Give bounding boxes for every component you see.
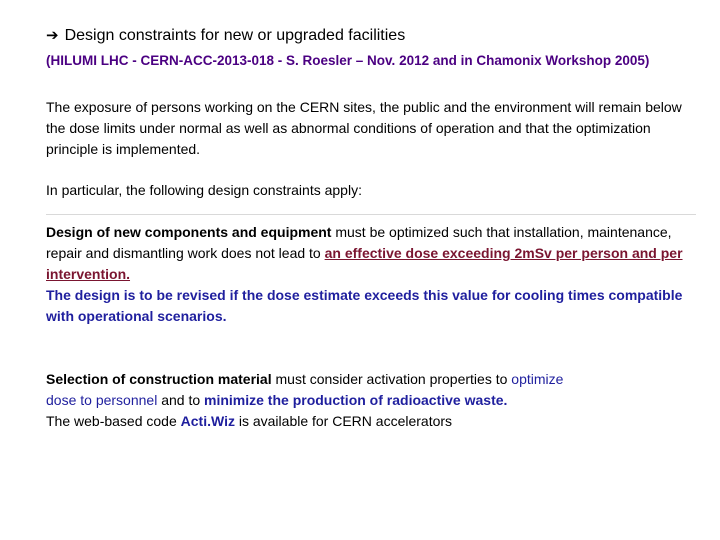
material-body1: must consider activation properties to: [271, 371, 512, 387]
code-name: Acti.Wiz: [180, 413, 235, 429]
right-arrow-icon: ➔: [46, 26, 59, 44]
title-text: Design constraints for new or upgraded facilities: [64, 27, 406, 44]
revise-text: The design is to be revised if the dose estimate exceeds this value for cooling times compatible with operational scenarios.: [46, 287, 683, 324]
paragraph-particular: In particular, the following design constraints apply:: [46, 182, 362, 198]
design-constraint-paragraph: [46, 222, 696, 327]
divider: [46, 214, 696, 215]
paragraph-exposure: The exposure of persons working on the CERN sites, the public and the environment will remain below the dose limits under normal as well as abnormal conditions of operation and that the optimization principle is implemented.: [46, 99, 682, 157]
minimize-text: minimize the production of radioactive waste.: [204, 392, 508, 408]
design-lead: Design of new components and equipment: [46, 224, 332, 240]
slide-content: [46, 24, 696, 432]
material-constraint-paragraph: [46, 369, 696, 432]
optimize-rest: dose to personnel: [46, 392, 158, 408]
slide-title: [46, 24, 696, 47]
design-body: must be optimized such that installation, maintenance, repair and dismantling work does not lead to: [46, 224, 672, 261]
web-text-after: is available for CERN accelerators: [234, 413, 453, 429]
material-body2: and to: [157, 392, 205, 408]
subtitle-reference: (HILUMI LHC - CERN-ACC-2013-018 - S. Roesler – Nov. 2012 and in Chamonix Workshop 2005): [46, 53, 650, 68]
material-lead: Selection of construction material: [46, 371, 272, 387]
web-text-before: The web-based code: [46, 413, 181, 429]
optimize-text: optimize: [511, 371, 564, 387]
dose-limit-text: an effective dose exceeding 2mSv per person and per intervention.: [46, 245, 683, 282]
